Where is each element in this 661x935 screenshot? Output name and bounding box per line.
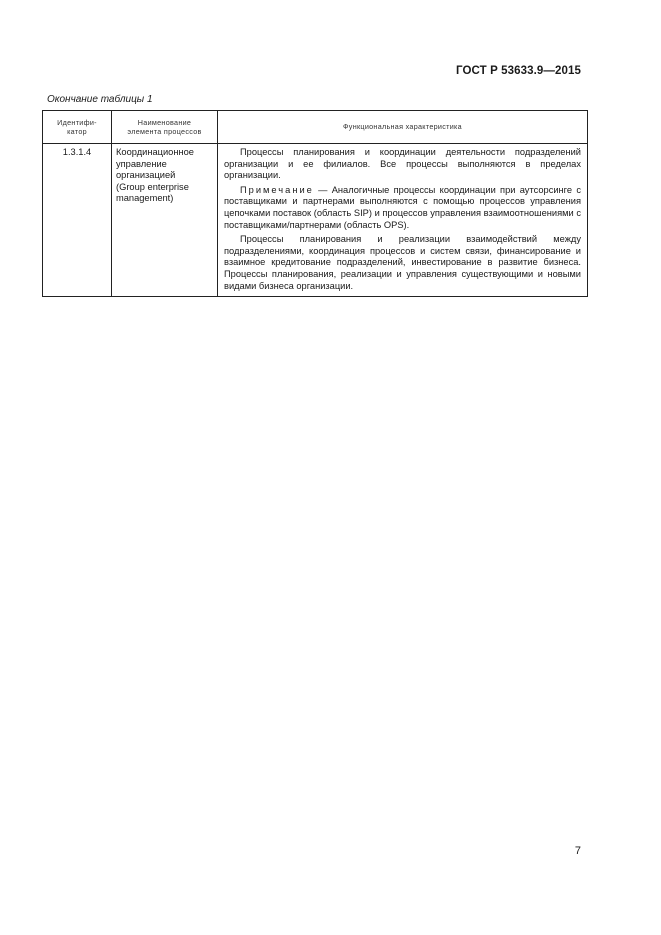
cell-element-name [112, 144, 218, 297]
element-name-line: management) [116, 193, 174, 204]
cell-identifier [43, 144, 112, 297]
document-code: ГОСТ Р 53633.9—2015 [456, 65, 581, 77]
cell-description [218, 144, 588, 297]
header-element-name-text: Наименование элемента процессов [127, 117, 202, 136]
table-header-row [43, 111, 588, 144]
note-label: Примечание [240, 184, 314, 195]
element-name-line: управление [116, 158, 167, 169]
description-note [224, 185, 581, 231]
element-name-line: Координационное [116, 147, 194, 157]
header-functional-characteristic [218, 111, 588, 144]
header-identifier [43, 111, 112, 144]
header-element-name [112, 111, 218, 144]
header-identifier-text: Идентифи- катор [57, 117, 97, 136]
element-name-line: (Group enterprise [116, 181, 189, 192]
header-functional-characteristic-text: Функциональная характеристика [343, 122, 462, 132]
note-text: — Аналогичные процессы координации при аутсорсинге с поставщиками и партнерами выполняются с помощью процессов управления цепочками поставок (область SIP) и процессов управления взаимоотношениями с поставщиками/партнерами (область OPS). [224, 184, 581, 230]
description-paragraph-1: Процессы планирования и координации деятельности подразделений организации и ее филиалов. Все процессы выполняются в пределах организации. [224, 147, 581, 181]
table-row [43, 144, 588, 297]
element-name-line: организацией [116, 170, 176, 181]
description-paragraph-2: Процессы планирования и реализации взаимодействий между подразделениями, координация процессов и систем связи, финансирование и взаимное кредитование подразделений, инвестирование в развитие бизнеса. Процессы планирования, реализации и управления существующими и новыми видами бизнеса организации. [224, 234, 581, 291]
row-identifier: 1.3.1.4 [62, 147, 92, 157]
page-number: 7 [574, 845, 581, 857]
table-caption: Окончание таблицы 1 [47, 94, 153, 105]
main-table [42, 110, 588, 297]
